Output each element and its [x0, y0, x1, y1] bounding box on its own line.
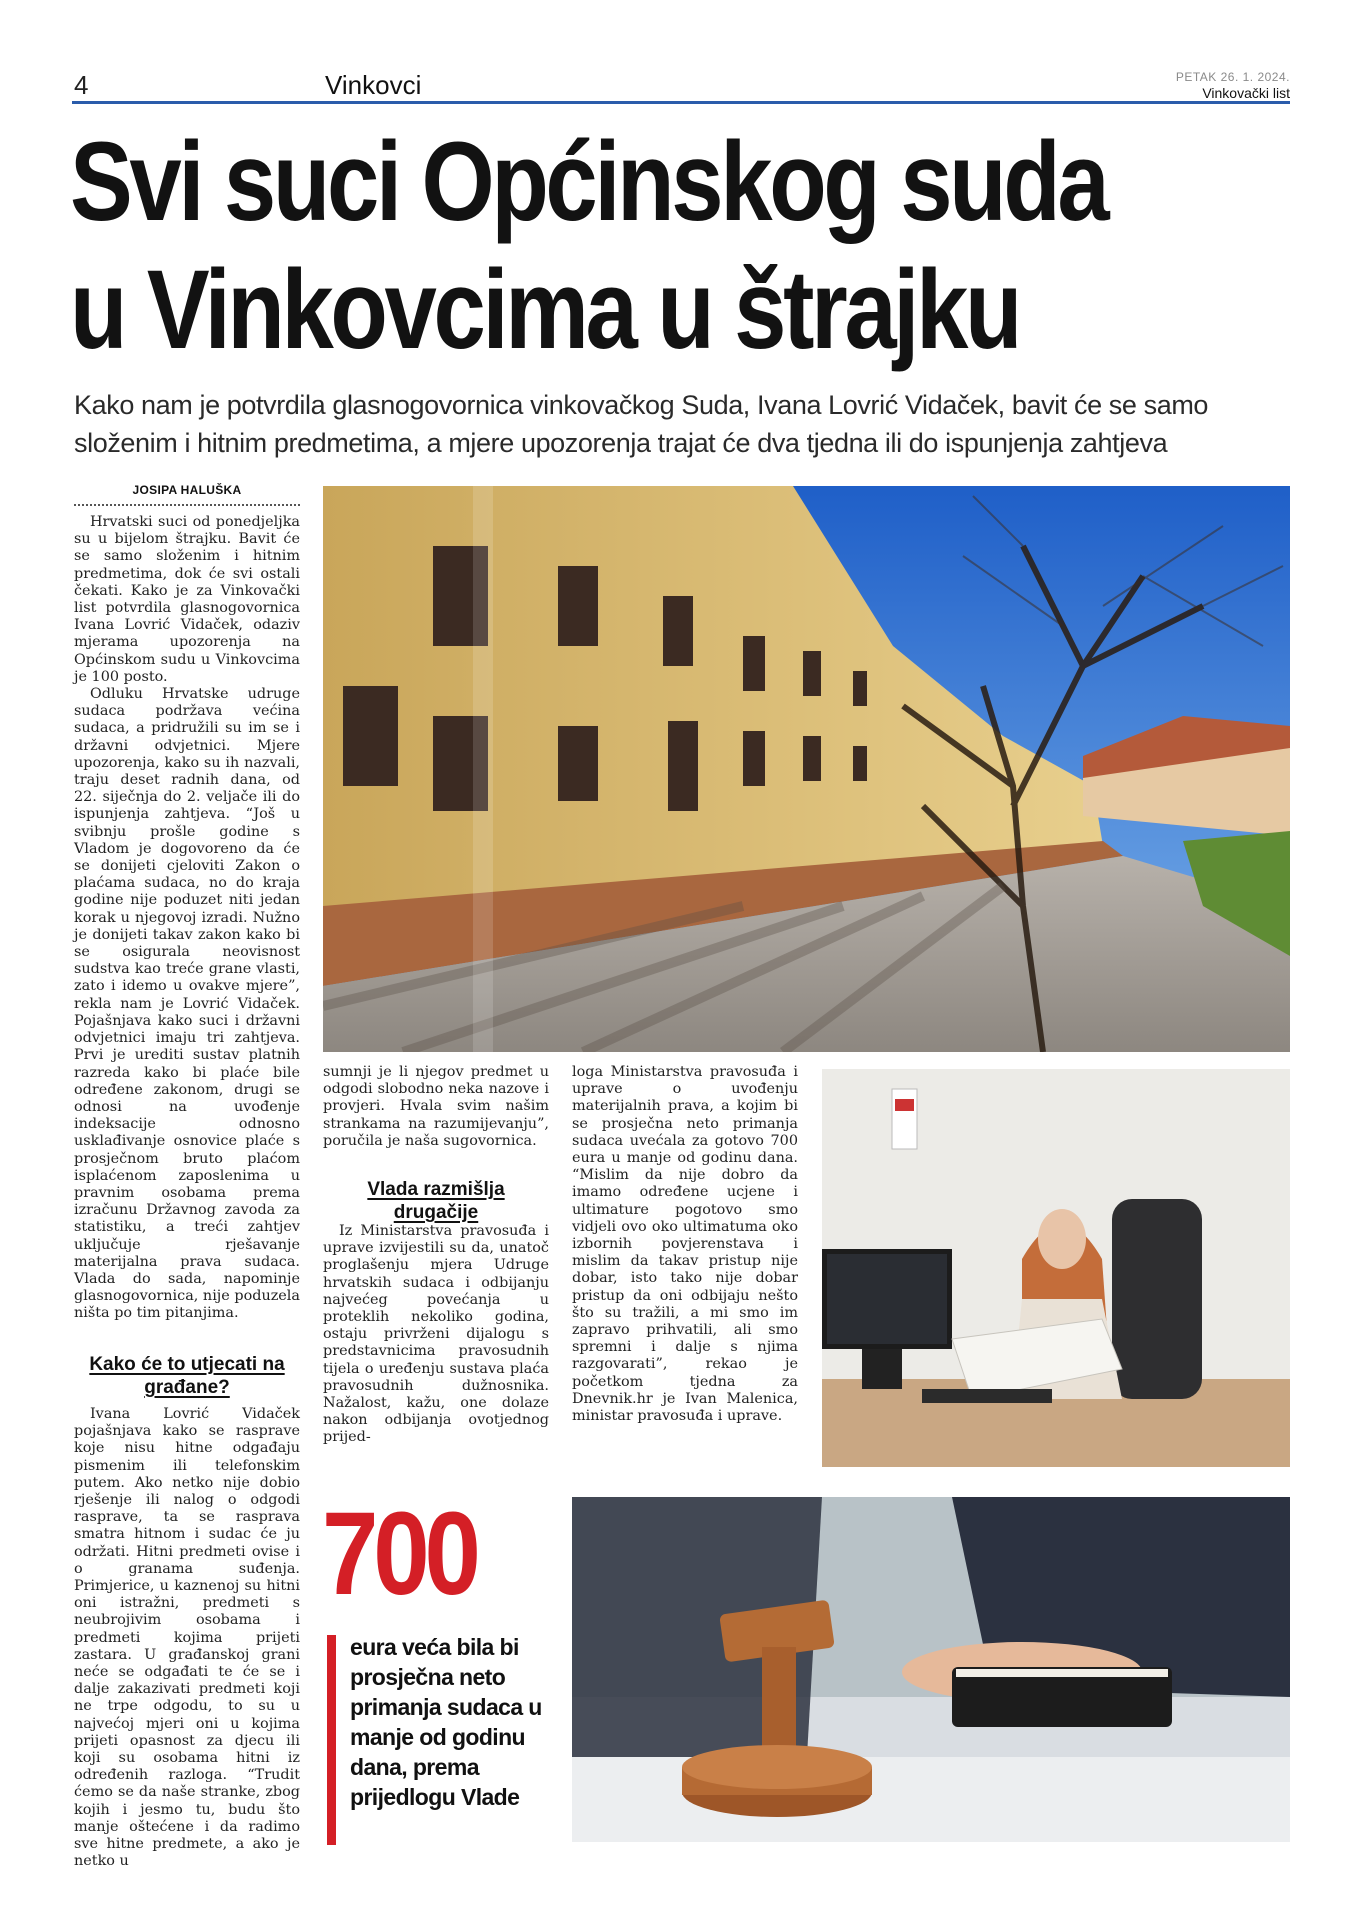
headline-line-2: u Vinkovcima u štrajku	[70, 247, 1020, 372]
column-3	[572, 1064, 798, 1425]
paragraph: loga Ministarstva pravosuđa i uprave o uvođenju materijalnih prava, a kojim bi se prosječna neto primanja sudaca uvećala za gotovo 700 eura u manje od godinu dana. “Mislim da nije dobro da imamo određene ucjene i ultimature pogotovo smo vidjeli ovo oko ultimatuma oko izbornih povjerenstava i mislim da takav pristup nije dobar, isto tako nije dobar pristup da oni odbijaju nešto što su tražili, a mi smo im zapravo prihvatili, ali smo spremni i dalje s njima razgovarati”, rekao je početkom tjedna za Dnevnik.hr je Ivan Malenica, ministar pravosuđa i uprave.	[572, 1064, 798, 1425]
header-rule	[72, 101, 1290, 104]
spokesperson-photo	[822, 1069, 1290, 1467]
fact-accent-bar	[327, 1635, 336, 1845]
subhead-government	[323, 1178, 549, 1224]
headline-line-1: Svi suci Općinskog suda	[70, 119, 1107, 244]
column-2-bottom	[323, 1223, 549, 1447]
standfirst: Kako nam je potvrdila glasnogovornica vinkovačkog Suda, Ivana Lovrić Vidaček, bavit će se samo složenim i hitnim predmetima, a mjere upozorenja trajat će dva tjedna ili do ispunjenja zahtjeva	[74, 390, 1209, 458]
paragraph: Hrvatski suci od ponedjeljka su u bijelom štrajku. Bavit će se samo složenim i hitnim predmetima, dok će svi ostali čekati. Kako je za Vinkovački list potvrdila glasnogovornica Ivana Lovrić Vidaček, odaziv mjerama upozorenja na Općinskom sudu u Vinkovcima je 100 posto.	[74, 514, 300, 685]
column-1-bottom	[74, 1406, 300, 1870]
paper-name: Vinkovački list	[1202, 85, 1290, 101]
column-1-top	[74, 514, 300, 1323]
column-2	[323, 1064, 549, 1150]
section-name: Vinkovci	[325, 70, 422, 100]
headline	[70, 118, 1112, 374]
paragraph: Ivana Lovrić Vidaček pojašnjava kako se rasprave koje nisu hitne odgađaju pismenim ili telefonskim putem. Ako netko nije dobio rješenje ili nalog o odgodi rasprave, ta se rasprava smatra hitnom i sudac će ju održati. Hitni predmeti ovise i o granama suđenja. Primjerice, u kaznenoj su hitni oni istražni, predmeti s neubrojivim osobama i predmeti kojima prijeti zastara. U građanskoj grani neće se odgađati te će se i dalje zakazivati predmeti koji ne trpe odgodu, to su u najvećoj mjeri oni u kojima prijeti opasnost za djecu ili koji su osobama hitni iz određenih razloga. “Trudit ćemo se da naše stranke, zbog kojih i jesmo tu, budu što manje oštećene i da radimo sve hitne predmete, a ako je netko u	[74, 1406, 300, 1870]
fact-number: 700	[322, 1488, 476, 1620]
court-building-photo	[323, 486, 1290, 1052]
gavel-photo	[572, 1497, 1290, 1842]
byline-rule	[74, 504, 300, 506]
paragraph: Odluku Hrvatske udruge sudaca podržava većina sudaca, a pridružili su im se i državni odvjetnici. Mjere upozorenja, kako su ih nazvali, traju deset radnih dana, od 22. siječnja do 2. veljače ili do ispunjenja zahtjeva. “Još u svibnju prošle godine s Vladom je dogovoreno da će se donijeti cjeloviti Zakon o plaćama sudaca, no do kraja godine nije poduzet niti jedan korak u njegovoj izradi. Nužno je donijeti takav zakon kako bi se osigurala neovisnost sudstva kao treće grane vlasti, zato i idemo u ovakve mjere”, rekla nam je Lovrić Vidaček. Pojašnjava kako suci i državni odvjetnici imaju tri zahtjeva. Prvi je urediti sustav platnih razreda kako bi plaće bile određene zakonom, drugi se odnosi na uvođenje indeksacije odnosno usklađivanje osnovice plaće s prosječnom bruto plaćom isplaćenom zaposlenima u pravnim osobama prema izračunu Državnog zavoda za statistiku, a treći zahtjev uključuje rješavanje materijalna prava sudaca. Vlada do sada, napominje glasnogovornica, nije poduzela ništa po tim pitanjima.	[74, 686, 300, 1322]
subhead-citizens-text: Kako će to utjecati na građane?	[89, 1354, 285, 1398]
fact-text: eura veća bila bi prosječna neto primanja sudaca u manje od godinu dana, prema prijedlogu Vlade	[350, 1634, 542, 1810]
issue-date: PETAK 26. 1. 2024.	[1175, 70, 1290, 84]
subhead-government-text: Vlada razmišlja drugačije	[367, 1179, 505, 1223]
page-number: 4	[74, 70, 89, 100]
paragraph: sumnji je li njegov predmet u odgodi slobodno neka nazove i provjeri. Hvala svim našim strankama na razumijevanju”, poručila je naša sugovornica.	[323, 1064, 549, 1149]
subhead-citizens	[74, 1353, 300, 1399]
byline: JOSIPA HALUŠKA	[132, 483, 242, 497]
paragraph: Iz Ministarstva pravosuđa i uprave izvijestili su da, unatoč proglašenju mjera Udruge hrvatskih sudaca i odbijanju najvećeg povećanja u proteklih nekoliko godina, ostaju privrženi dijalogu s predstavnicima pravosudnih tijela o uređenju sustava plaća pravosudnih dužnosnika. Nažalost, kažu, one dolaze nakon odbijanja ovotjednog prijed-	[323, 1223, 549, 1446]
